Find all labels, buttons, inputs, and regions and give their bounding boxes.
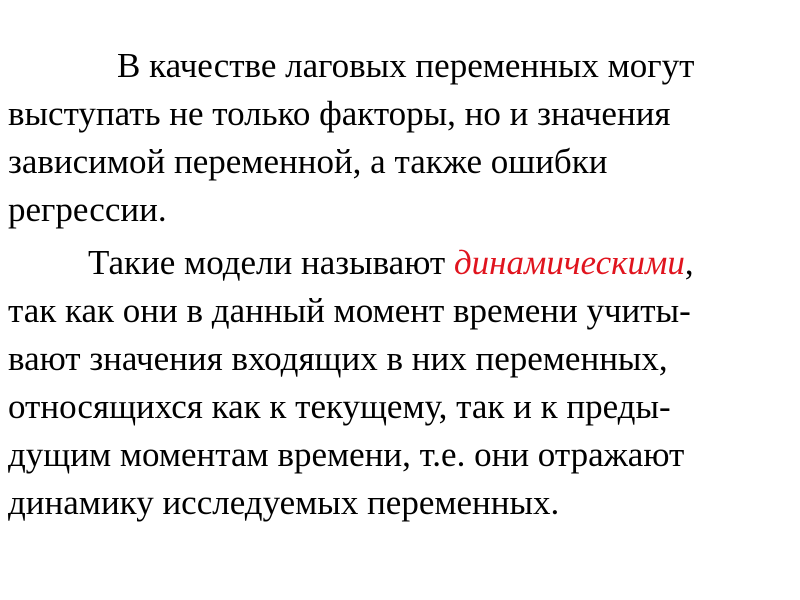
text-line: относящихся как к текущему, так и к преды- bbox=[8, 387, 671, 426]
text-line: дущим моментам времени, т.е. они отражают bbox=[8, 435, 685, 474]
text-run: Такие модели называют bbox=[88, 243, 454, 282]
text-line: вают значения входящих в них переменных, bbox=[8, 339, 668, 378]
text-run: , bbox=[684, 243, 694, 282]
text-line: зависимой переменной, а также ошибки bbox=[8, 142, 608, 181]
text-line: динамику исследуемых переменных. bbox=[8, 483, 560, 522]
text-line: выступать не только факторы, но и значения bbox=[8, 94, 671, 133]
paragraph-lagged-variables bbox=[8, 42, 792, 234]
text-line: В качестве лаговых переменных могут bbox=[117, 46, 695, 85]
highlighted-term: динамическими bbox=[453, 243, 685, 282]
text-line-with-term bbox=[8, 239, 792, 287]
text-line: регрессии. bbox=[8, 190, 167, 229]
text-line: так как они в данный момент времени учиты- bbox=[8, 291, 691, 330]
paragraph-dynamic-models bbox=[8, 239, 792, 527]
